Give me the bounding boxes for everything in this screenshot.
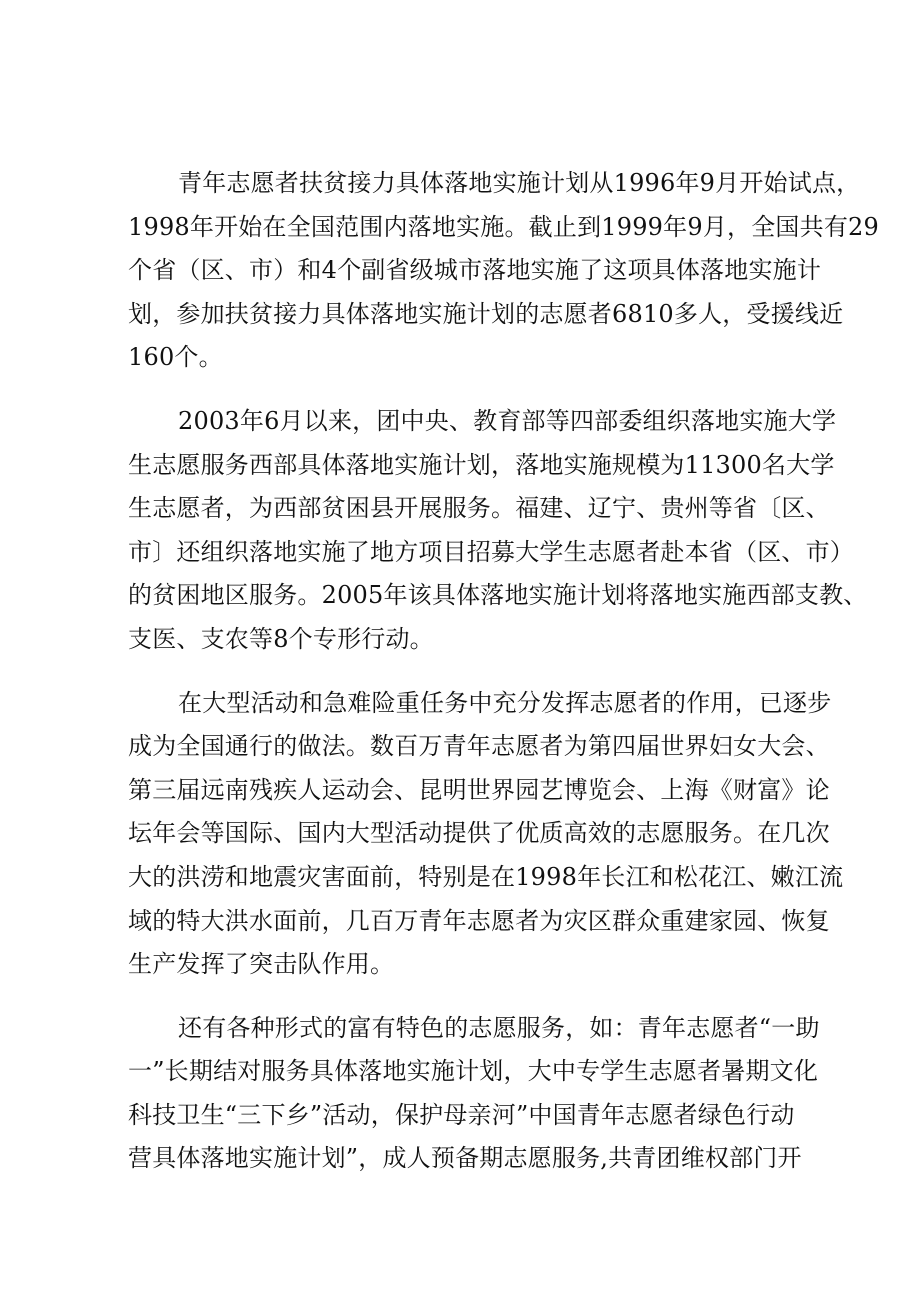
paragraph-line: 生志愿服务西部具体落地实施计划，落地实施规模为11300名大学 bbox=[128, 450, 835, 479]
paragraph-line: 大的洪涝和地震灾害面前，特别是在1998年长江和松花江、嫩江流 bbox=[128, 862, 844, 891]
paragraph-line: 生志愿者，为西部贫困县开展服务。福建、辽宁、贵州等省〔区、 bbox=[128, 494, 830, 523]
paragraph-line: 坛年会等国际、国内大型活动提供了优质高效的志愿服务。在几次 bbox=[128, 819, 830, 848]
paragraph-line: 成为全国通行的做法。数百万青年志愿者为第四届世界妇女大会、 bbox=[128, 732, 830, 761]
paragraph-line: 科技卫生“三下乡”活动，保护母亲河”中国青年志愿者绿色行动 bbox=[128, 1100, 795, 1129]
paragraph-major-events bbox=[128, 682, 844, 987]
paragraph-line: 市〕还组织落地实施了地方项目招募大学生志愿者赴本省（区、市） bbox=[128, 537, 854, 566]
paragraph-line: 在大型活动和急难险重任务中充分发挥志愿者的作用，已逐步 bbox=[178, 688, 832, 717]
paragraph-line: 划，参加扶贫接力具体落地实施计划的志愿者6810多人，受援线近 bbox=[128, 299, 844, 328]
paragraph-line: 营具体落地实施计划”，成人预备期志愿服务,共青团维权部门开 bbox=[128, 1144, 802, 1173]
paragraph-line: 的贫困地区服务。2005年该具体落地实施计划将落地实施西部支教、 bbox=[128, 581, 868, 610]
paragraph-line: 160个。 bbox=[128, 343, 223, 372]
paragraph-line: 2003年6月以来，团中央、教育部等四部委组织落地实施大学 bbox=[178, 406, 837, 435]
document-body bbox=[128, 162, 879, 1201]
paragraph-line: 支医、支农等8个专形行动。 bbox=[128, 624, 434, 653]
paragraph-line: 一”长期结对服务具体落地实施计划，大中专学生志愿者暑期文化 bbox=[128, 1057, 819, 1086]
paragraph-pilot-program bbox=[128, 162, 879, 380]
paragraph-line: 个省（区、市）和4个副省级城市落地实施了这项具体落地实施计 bbox=[128, 256, 822, 285]
paragraph-line: 1998年开始在全国范围内落地实施。截止到1999年9月，全国共有29 bbox=[128, 212, 879, 241]
paragraph-line: 生产发挥了突击队作用。 bbox=[128, 950, 395, 979]
paragraph-line: 域的特大洪水面前，几百万青年志愿者为灾区群众重建家园、恢复 bbox=[128, 906, 830, 935]
paragraph-line: 还有各种形式的富有特色的志愿服务，如：青年志愿者“一助 bbox=[178, 1013, 820, 1042]
paragraph-line: 第三届远南残疾人运动会、昆明世界园艺博览会、上海《财富》论 bbox=[128, 775, 830, 804]
paragraph-line: 青年志愿者扶贫接力具体落地实施计划从1996年9月开始试点， bbox=[178, 169, 861, 197]
paragraph-other-services bbox=[128, 1007, 820, 1181]
paragraph-western-plan bbox=[128, 400, 868, 662]
